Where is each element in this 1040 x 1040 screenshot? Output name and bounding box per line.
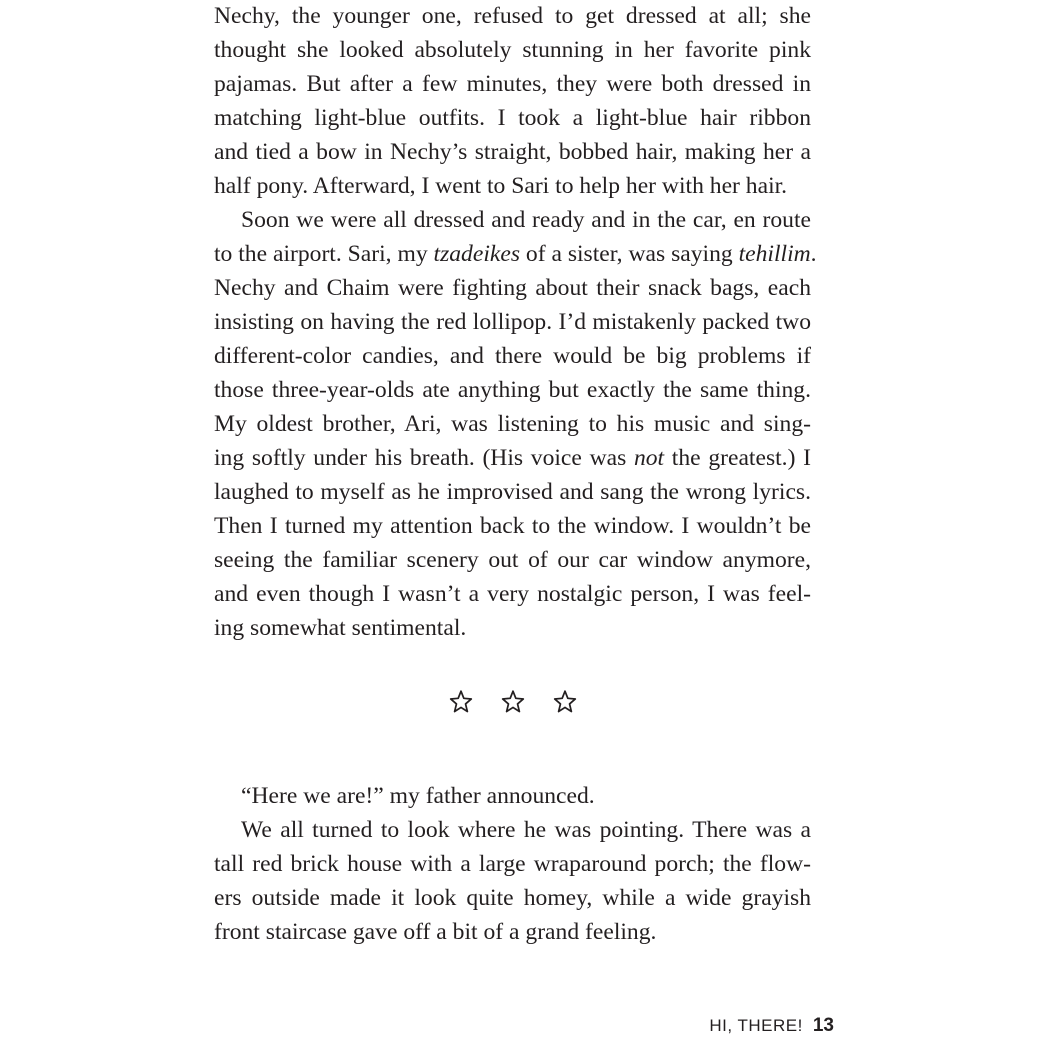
text-line: pajamas. But after a few minutes, they were both dressed in: [214, 71, 811, 97]
page-number: 13: [812, 1015, 834, 1036]
text-block-bottom: [214, 779, 811, 949]
text-segment: the greatest.) I: [664, 445, 811, 471]
running-head: HI, THERE!: [709, 1016, 803, 1035]
text-line: thought she looked absolutely stunning in her favorite pink: [214, 37, 811, 63]
text-line: ing somewhat sentimental.: [214, 615, 467, 641]
italic-term: tzadeikes: [433, 241, 520, 267]
text-line: [214, 441, 811, 475]
text-segment: ing softly under his breath. (His voice was: [214, 445, 634, 471]
star-outline-icon: [552, 689, 578, 715]
text-segment: of a sister, was saying: [520, 241, 739, 267]
text-line: half pony. Afterward, I went to Sari to help her with her hair.: [214, 173, 788, 199]
italic-term: tehillim: [738, 241, 811, 267]
text-line: Nechy, the younger one, refused to get dressed at all; she: [214, 3, 811, 29]
star-outline-icon: [448, 689, 474, 715]
section-break: [448, 686, 578, 718]
text-line: those three-year-olds ate anything but exactly the same thing.: [214, 377, 811, 403]
text-line: laughed to myself as he improvised and sang the wrong lyrics.: [214, 479, 811, 505]
text-line: tall red brick house with a large wraparound porch; the flow-: [214, 851, 811, 877]
italic-term: not: [633, 445, 665, 471]
text-line: My oldest brother, Ari, was listening to his music and sing-: [214, 411, 811, 437]
text-line: matching light-blue outfits. I took a light-blue hair ribbon: [214, 105, 811, 131]
text-line: ers outside made it look quite homey, while a wide grayish: [214, 885, 811, 911]
text-line: different-color candies, and there would be big problems if: [214, 343, 811, 369]
text-line: Soon we were all dressed and ready and in the car, en route: [241, 207, 811, 233]
text-segment: .: [810, 241, 817, 267]
text-line: Nechy and Chaim were fighting about their snack bags, each: [214, 275, 811, 301]
text-line: Then I turned my attention back to the window. I wouldn’t be: [214, 513, 811, 539]
text-line: seeing the familiar scenery out of our car window anymore,: [214, 547, 811, 573]
star-outline-icon: [500, 689, 526, 715]
text-segment: to the airport. Sari, my: [214, 241, 434, 267]
text-line: [214, 237, 817, 271]
page-footer: [709, 1015, 834, 1037]
text-line: insisting on having the red lollipop. I’d mistakenly packed two: [214, 309, 811, 335]
text-line: “Here we are!” my father announced.: [241, 783, 595, 809]
text-line: and tied a bow in Nechy’s straight, bobbed hair, making her a: [214, 139, 811, 165]
text-block-top: [214, 0, 817, 645]
text-line: front staircase gave off a bit of a grand feeling.: [214, 919, 657, 945]
text-line: and even though I wasn’t a very nostalgic person, I was feel-: [214, 581, 811, 607]
text-line: We all turned to look where he was pointing. There was a: [241, 817, 811, 843]
